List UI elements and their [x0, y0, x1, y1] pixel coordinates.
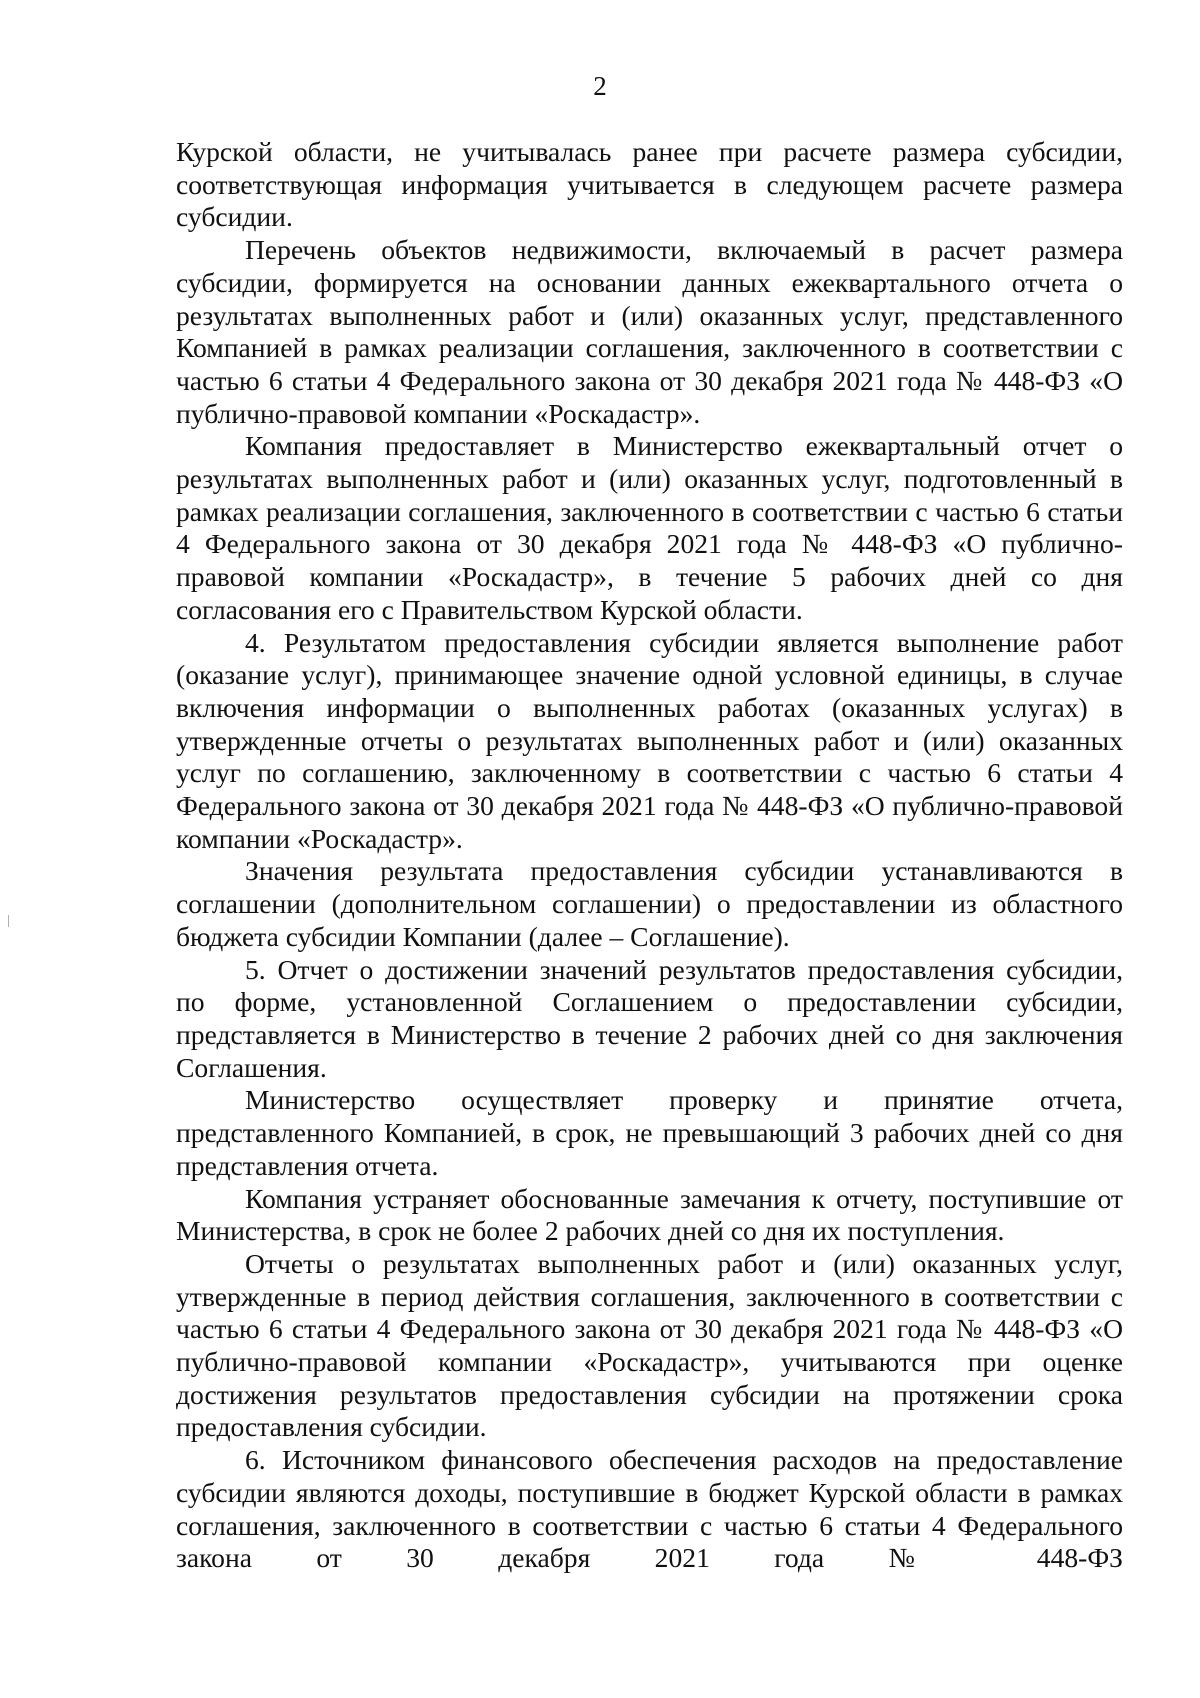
- scan-speck: [8, 915, 9, 927]
- paragraph-9: Отчеты о результатах выполненных работ и (или) оказанных услуг, утвержденные в период действия соглашения, заключенного в соответствии с частью 6 статьи 4 Федерального закона от 30 декабря 2021 года № 448-ФЗ «О публично-правовой компании «Роскадастр», учитываются при оценке достижения результатов предоставления субсидии на протяжении срока предоставления субсидии.: [176, 1247, 1123, 1443]
- paragraph-1: Курской области, не учитывалась ранее при расчете размера субсидии, соответствующая информация учитывается в следующем расчете размера субсидии.: [176, 136, 1123, 233]
- paragraph-2: Перечень объектов недвижимости, включаемый в расчет размера субсидии, формируется на основании данных ежеквартального отчета о результатах выполненных работ и (или) оказанных услуг, представленного Компанией в рамках реализации соглашения, заключенного в соответствии с частью 6 статьи 4 Федерального закона от 30 декабря 2021 года № 448-ФЗ «О публично-правовой компании «Роскадастр».: [176, 234, 1123, 429]
- document-body: [176, 136, 1123, 1575]
- paragraph-10: 6. Источником финансового обеспечения расходов на предоставление субсидии являются доходы, поступившие в бюджет Курской области в рамках соглашения, заключенного в соответствии с частью 6 статьи 4 Федерального закона от 30 декабря 2021 года № 448-ФЗ: [176, 1444, 1123, 1574]
- paragraph-7: Министерство осуществляет проверку и принятие отчета, представленного Компанией, в срок, не превышающий 3 рабочих дней со дня представления отчета.: [176, 1084, 1123, 1181]
- page-number: 2: [593, 71, 607, 101]
- paragraph-3: Компания предоставляет в Министерство ежеквартальный отчет о результатах выполненных работ и (или) оказанных услуг, подготовленный в рамках реализации соглашения, заключенного в соответствии с частью 6 статьи 4 Федерального закона от 30 декабря 2021 года № 448-ФЗ «О публично-правовой компании «Роскадастр», в течение 5 рабочих дней со дня согласования его с Правительством Курской области.: [176, 430, 1123, 625]
- paragraph-8: Компания устраняет обоснованные замечания к отчету, поступившие от Министерства, в срок не более 2 рабочих дней со дня их поступления.: [176, 1182, 1123, 1247]
- paragraph-5: Значения результата предоставления субсидии устанавливаются в соглашении (дополнительном соглашении) о предоставлении из областного бюджета субсидии Компании (далее – Соглашение).: [176, 855, 1123, 952]
- paragraph-4: 4. Результатом предоставления субсидии является выполнение работ (оказание услуг), принимающее значение одной условной единицы, в случае включения информации о выполненных работах (оказанных услугах) в утвержденные отчеты о результатах выполненных работ и (или) оказанных услуг по соглашению, заключенному в соответствии с частью 6 статьи 4 Федерального закона от 30 декабря 2021 года № 448-ФЗ «О публично-правовой компании «Роскадастр».: [176, 626, 1123, 854]
- paragraph-6: 5. Отчет о достижении значений результатов предоставления субсидии, по форме, установленной Соглашением о предоставлении субсидии, представляется в Министерство в течение 2 рабочих дней со дня заключения Соглашения.: [176, 953, 1123, 1083]
